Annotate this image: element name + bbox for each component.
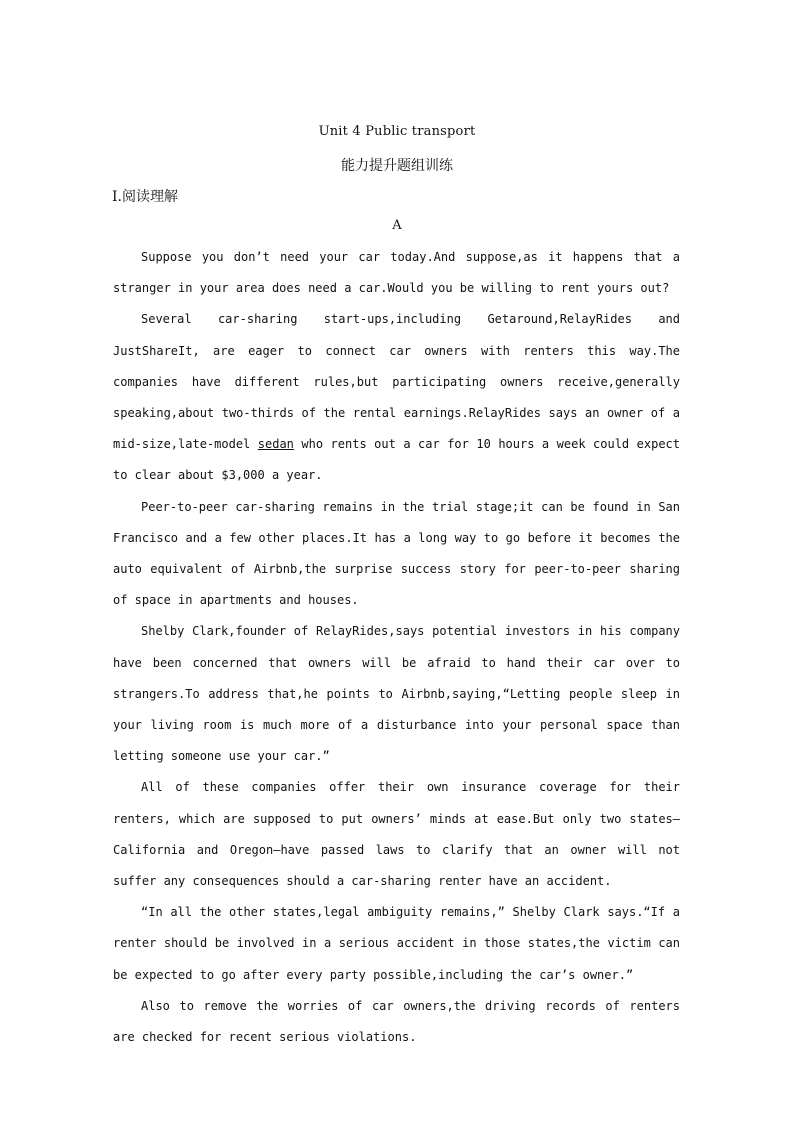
passage-letter: A — [392, 218, 402, 233]
paragraph-6: “In all the other states,legal ambiguity remains,” Shelby Clark says.“If a renter should be involved in a serious accident in those states,the victim can be expected to go after every party possible,including the car’s owner.” — [113, 905, 680, 982]
paragraph-2 — [113, 304, 680, 491]
passage-body — [113, 242, 680, 1053]
paragraph-2-text-a: Several car-sharing start-ups,including Getaround,RelayRides and JustShareIt, are eager to connect car owners with renters this way.The companies have different rules,but participating owners receive,generally speaking,about two-thirds of the rental earnings.RelayRides says an owner of a mid-size,late-model — [113, 312, 680, 452]
paragraph-2-text-b: who rents out a car for 10 hours a week could expect to clear about $3,000 a year. — [113, 437, 680, 483]
paragraph-1: Suppose you don’t need your car today.And suppose,as it happens that a stranger in your area does need a car.Would you be willing to rent yours out? — [113, 250, 680, 296]
paragraph-5: All of these companies offer their own insurance coverage for their renters, which are supposed to put owners’ minds at ease.But only two states—California and Oregon—have passed laws to clarify that an owner will not suffer any consequences should a car-sharing renter have an accident. — [113, 780, 680, 889]
paragraph-3: Peer-to-peer car-sharing remains in the trial stage;it can be found in San Francisco and a few other places.It has a long way to go before it becomes the auto equivalent of Airbnb,the surprise success story for peer-to-peer sharing of space in apartments and houses. — [113, 499, 680, 608]
unit-title: Unit 4 Public transport — [318, 124, 476, 139]
section-heading: Ⅰ.阅读理解 — [112, 189, 178, 205]
paragraph-7: Also to remove the worries of car owners,the driving records of renters are checked for recent serious violations. — [113, 998, 680, 1045]
exercise-subtitle: 能力提升题组训练 — [341, 158, 453, 174]
underlined-word: sedan — [257, 437, 294, 452]
paragraph-4: Shelby Clark,founder of RelayRides,says potential investors in his company have been concerned that owners will be afraid to hand their car over to strangers.To address that,he points to Airbnb,saying,“Letting people sleep in your living room is much more of a disturbance into your personal space than letting someone use your car.” — [113, 624, 680, 764]
